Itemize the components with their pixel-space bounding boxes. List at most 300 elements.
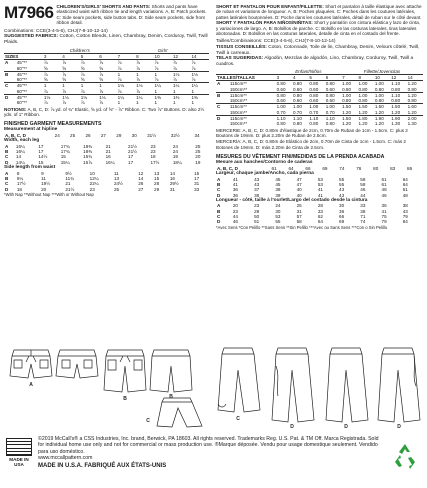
sizes-label: SIZES: [4, 53, 43, 59]
value-cell: 33: [360, 203, 366, 209]
drawing-label: B: [123, 396, 127, 402]
value-cell: 1.10: [308, 115, 324, 121]
fabric-width-cell: 150cm**: [229, 121, 248, 127]
value-cell: 14½: [38, 154, 48, 160]
fabric-width-cell: 60"**: [16, 88, 28, 94]
value-cell: ⅞: [43, 88, 48, 94]
fabric-width-cell: 45"**: [16, 71, 43, 77]
size-cell: 14: [407, 74, 423, 80]
value-cell: 31: [296, 208, 302, 214]
size-cell: 3: [43, 53, 61, 59]
value-cell: 1: [191, 100, 195, 106]
value-cell: 19: [172, 154, 178, 160]
value-cell: 0.80: [407, 86, 417, 92]
value-cell: 0.80: [407, 98, 417, 104]
value-cell: 21½: [65, 186, 75, 192]
size-cell: 4: [61, 53, 79, 59]
value-cell: ⅞: [80, 88, 85, 94]
size-cell: 12: [172, 53, 190, 59]
value-cell: 1.20: [407, 92, 423, 98]
value-cell: ⅝: [43, 77, 48, 83]
size-cell: 4: [292, 74, 308, 80]
value-cell: 23: [89, 186, 95, 192]
length-title: Side length from waist: [4, 165, 56, 171]
view-cell: B: [217, 181, 221, 187]
value-cell: 53: [275, 214, 281, 220]
value-cell: ⅞: [43, 71, 61, 77]
pants-drawings: [216, 346, 423, 428]
value-cell: 1⅛: [135, 83, 153, 89]
value-cell: 0.60: [325, 86, 335, 92]
drawing-label: D: [290, 424, 294, 428]
view-cell: A, B, C, D: [5, 132, 26, 138]
metrage-table: [216, 69, 423, 127]
view-cell: D: [216, 115, 229, 121]
value-cell: 18: [16, 186, 22, 192]
value-cell: 36: [381, 203, 387, 209]
value-cell: 1⅜: [190, 94, 209, 100]
value-cell: 0.80: [342, 98, 352, 104]
value-cell: 1: [61, 83, 79, 89]
value-cell: 1.50: [390, 104, 406, 110]
fabric-width-cell: 60"**: [16, 100, 28, 106]
value-cell: 1.50: [357, 104, 373, 110]
value-cell: 51: [254, 219, 260, 225]
length-title-fr: Longueur - côté, taille à l'ourlet/Largo del costado desde la cintura: [216, 197, 368, 203]
value-cell: 25: [113, 186, 120, 192]
value-cell: 69: [322, 165, 328, 171]
value-cell: 36: [232, 192, 238, 198]
intro-fr-text: Short et pantalon à taille élastique avec attache de ruban et variations de longueur. A, B: Poches plaquées. C: Poches dans les coutures latérales, pattes latérales boutonnées. D: Poche dans les coutures latérales, détail de ruban sur le côté devant.: [216, 4, 422, 20]
value-cell: 1.10: [325, 115, 341, 121]
value-cell: 1¼: [117, 94, 135, 100]
size-cell: 12: [390, 74, 406, 80]
value-cell: 1: [98, 83, 116, 89]
value-cell: 1.60: [407, 104, 423, 110]
width-table-fr: [216, 177, 423, 198]
nap-footnote-fr: *Avec Sens *Con Pelillo **Sans Sens **Sin Pelillo ***Avec ou Sans Sens ***Con o Sin Pelillo: [216, 224, 388, 230]
fabric-width-cell: 60"**: [16, 65, 28, 71]
value-cell: ⅞: [136, 60, 140, 66]
value-cell: 22¼: [89, 181, 99, 187]
value-cell: 30: [131, 132, 137, 138]
fabric-width-cell: 115cm**: [229, 115, 276, 121]
value-cell: 79: [381, 219, 387, 225]
value-cell: ⅞: [43, 100, 48, 106]
value-cell: 18: [150, 154, 156, 160]
value-cell: 28: [317, 203, 323, 209]
drawing-label: D: [397, 424, 401, 428]
value-cell: 37: [254, 187, 260, 193]
value-cell: 66: [339, 214, 345, 220]
value-cell: 1.10: [292, 115, 308, 121]
value-cell: 17: [128, 159, 134, 165]
value-cell: ⅞: [99, 60, 104, 66]
table-row: [216, 121, 423, 126]
value-cell: 14¼: [15, 159, 25, 165]
value-cell: 61: [381, 176, 387, 182]
value-cell: 1¼: [190, 83, 209, 89]
value-cell: 50: [254, 214, 260, 220]
value-cell: 1.10: [391, 81, 401, 87]
value-cell: 71: [360, 214, 366, 220]
value-cell: ⅝: [62, 77, 67, 83]
value-cell: 1.00: [374, 81, 384, 87]
value-cell: 1⅛: [117, 83, 135, 89]
value-cell: 84: [402, 219, 408, 225]
value-cell: ⅞: [80, 71, 98, 77]
value-cell: 41: [317, 187, 323, 193]
value-cell: ⅝: [80, 65, 85, 71]
value-cell: ⅞: [117, 88, 122, 94]
value-cell: ⅞: [136, 65, 140, 71]
value-cell: 31½: [147, 132, 157, 138]
value-cell: 14: [138, 175, 144, 181]
value-cell: 38: [275, 187, 281, 193]
fabrics-label: SUGGESTED FABRICS:: [4, 34, 59, 40]
fabric-width-cell: 115cm**: [229, 104, 276, 110]
view-cell: A, B, C, D: [217, 165, 238, 171]
fabric-width-cell: 115cm**: [229, 81, 247, 87]
value-cell: 28: [154, 181, 160, 187]
value-cell: ⅞: [43, 60, 48, 66]
value-cell: 30: [275, 208, 281, 214]
flag-graphic: [6, 438, 32, 456]
value-cell: 19: [195, 159, 201, 165]
value-cell: 15: [194, 170, 200, 176]
value-cell: ⅞: [117, 65, 122, 71]
value-cell: 44: [232, 214, 238, 220]
value-cell: 1.00: [358, 81, 368, 87]
drawing-label: A: [29, 382, 33, 388]
value-cell: 23: [150, 143, 156, 149]
value-cell: 1.00: [341, 92, 357, 98]
value-cell: ⅞: [154, 60, 159, 66]
value-cell: 17: [128, 154, 134, 160]
value-cell: 0.80: [342, 86, 352, 92]
value-cell: ⅞: [80, 60, 85, 66]
value-cell: 58: [360, 181, 366, 187]
value-cell: 1.30: [407, 121, 417, 127]
merceria: MERCERÍA: A, B, C, D: 0.80m de Elástico de 2cm, 0.70m de Cinta de 1cm - 1.5cm. C: más 2 Botones de 19mm. D: más 2.20m de Cinta de 2.5cm.: [216, 139, 406, 150]
value-cell: 1⅛: [172, 71, 190, 77]
made-in-text: MADE IN U.S.A. FABRIQUÉ AUX ÉTATS-UNIS: [38, 462, 167, 469]
intro-fr: [216, 4, 423, 20]
value-cell: 58: [360, 176, 366, 182]
value-cell: 39: [275, 192, 281, 198]
value-cell: 29½: [169, 181, 179, 187]
intro-en: [56, 4, 209, 26]
view-cell: C: [5, 181, 9, 187]
view-cell: A: [5, 60, 9, 66]
value-cell: 27: [100, 132, 106, 138]
value-cell: 17: [38, 149, 44, 155]
value-cell: 11: [113, 170, 119, 176]
value-cell: ⅞: [117, 60, 122, 66]
value-cell: 30: [339, 203, 345, 209]
value-cell: ⅞: [61, 71, 79, 77]
value-cell: 38: [402, 203, 408, 209]
value-cell: ⅞: [99, 88, 104, 94]
width-title-fr: Largeur, chaque jambe/Ancho, cada pierna: [216, 171, 314, 177]
website-link[interactable]: www.mccallpattern.com: [38, 455, 93, 462]
value-cell: 20: [195, 154, 201, 160]
value-cell: 45: [275, 181, 281, 187]
flag-label: MADE IN USA: [9, 457, 29, 467]
value-cell: ⅝: [43, 65, 48, 71]
drawing-label: B: [169, 394, 173, 400]
value-cell: 9¼: [16, 175, 24, 181]
length-table: [4, 171, 209, 192]
value-cell: 64: [402, 176, 408, 182]
value-cell: 32½: [170, 132, 180, 138]
value-cell: ⅞: [154, 77, 159, 83]
value-cell: 21½: [128, 149, 137, 155]
value-cell: ⅞: [136, 88, 140, 94]
fabric-width-cell: 115cm**: [229, 92, 276, 98]
value-cell: 41: [381, 208, 387, 214]
value-cell: 1: [173, 100, 176, 106]
value-cell: 1.00: [342, 81, 352, 87]
view-cell: D: [5, 159, 9, 165]
value-cell: 1: [154, 100, 158, 106]
value-cell: 1: [117, 100, 121, 106]
value-cell: 75: [381, 214, 387, 220]
value-cell: 1.50: [341, 115, 357, 121]
notions: [4, 107, 209, 118]
hipline-title-fr: Mesure aux hanches/Contorno de caderas: [216, 160, 313, 166]
value-cell: 0.60: [309, 98, 319, 104]
value-cell: 18⅜: [83, 143, 93, 149]
value-cell: 20: [41, 186, 47, 192]
value-cell: 24: [172, 143, 178, 149]
tissus-label: TISSUS CONSEILLÉS:: [216, 45, 267, 51]
intro-en-title: CHILDREN'S/GIRLS' SHORTS AND PANTS:: [56, 4, 151, 9]
view-cell: D: [217, 219, 221, 225]
value-cell: 36: [339, 208, 345, 214]
value-cell: 15¾: [83, 154, 93, 160]
mercerie: MERCERIE: A, B, C, D: 0.80m d'élastique de 2cm, 0.70m de Ruban de 1cm - 1.5cm. C: plus 2 Boutons de 19mm. D: plus 2.20m de Ruban de 2.5cm.: [216, 127, 408, 138]
value-cell: 40: [296, 192, 302, 198]
value-cell: ⅞: [117, 77, 122, 83]
value-cell: 57: [296, 214, 302, 220]
view-cell: A: [5, 143, 9, 149]
value-cell: 25: [195, 149, 201, 155]
value-cell: 41: [317, 192, 323, 198]
value-cell: 0.60: [292, 86, 302, 92]
shorts-a-drawing: [10, 350, 52, 378]
value-cell: 79: [402, 214, 408, 220]
value-cell: 46: [381, 192, 387, 198]
pattern-number: M7966: [4, 3, 54, 22]
value-cell: 1.20: [391, 109, 401, 115]
view-cell: [216, 121, 229, 126]
value-cell: 17¾: [60, 143, 70, 149]
value-cell: 43: [339, 192, 345, 198]
value-cell: 1.50: [341, 104, 357, 110]
length-table-fr: [216, 203, 423, 224]
left-column: [4, 4, 209, 197]
size-cell: 8: [357, 74, 373, 80]
value-cell: 48: [381, 187, 387, 193]
view-cell: D: [5, 186, 9, 192]
pants-c-drawing: [157, 398, 202, 427]
value-cell: 1.30: [391, 121, 401, 127]
notions-text: A, B, C, D: ⅞ yd. of ¾" Elastic, ⅝ yd. of ⅝" - ⅞" Ribbon. C: Two ⅞" Buttons. D: also 2½ yds. of 1" Ribbon.: [4, 106, 205, 117]
value-cell: 1⅛: [80, 94, 98, 100]
value-cell: 1⅛: [98, 94, 116, 100]
view-cell: C: [217, 187, 221, 193]
sizes-label-fr: TAILLES/TALLAS: [216, 74, 276, 80]
value-cell: 1.00: [357, 92, 373, 98]
group-girls-fr: Fillette/Jovencitas: [363, 68, 401, 74]
value-cell: 36: [232, 187, 238, 193]
value-cell: 25: [296, 203, 302, 209]
intro-fr-title: SHORT ET PANTALON POUR ENFANT/FILLETTE:: [216, 4, 324, 9]
value-cell: 21: [105, 143, 111, 149]
value-cell: 29: [116, 132, 122, 138]
value-cell: 18¼: [172, 159, 182, 165]
value-cell: 0.80: [292, 81, 302, 87]
value-cell: ⅝: [99, 77, 104, 83]
value-cell: 0.60: [276, 86, 286, 92]
value-cell: 1⅜: [172, 94, 190, 100]
group-children-fr: Enfant/Niños: [295, 68, 322, 74]
value-cell: 1: [191, 88, 195, 94]
value-cell: 1.90: [390, 115, 406, 121]
value-cell: 74: [339, 165, 345, 171]
width-table: [4, 144, 209, 165]
value-cell: 20: [232, 203, 238, 209]
header-en: [4, 4, 209, 26]
fabric-width-cell: 45"**: [16, 94, 43, 100]
value-cell: 1: [43, 83, 61, 89]
value-cell: ⅞: [154, 65, 159, 71]
value-cell: 26: [138, 181, 144, 187]
value-cell: 48: [402, 192, 408, 198]
value-cell: 0.60: [292, 98, 302, 104]
value-cell: 0.80: [309, 121, 319, 127]
size-cell: 6: [98, 53, 116, 59]
value-cell: 1¼: [135, 94, 153, 100]
value-cell: 1.00: [374, 92, 390, 98]
view-cell: C: [4, 83, 16, 89]
group-girls: Girls': [157, 47, 168, 53]
value-cell: ⅞: [191, 65, 196, 71]
value-cell: 0.80: [358, 98, 368, 104]
value-cell: ⅝: [80, 77, 85, 83]
value-cell: 1: [117, 71, 135, 77]
fabric-width-cell: 150cm**: [229, 109, 248, 115]
value-cell: 55: [275, 219, 281, 225]
drawing-label: C: [236, 416, 240, 422]
value-cell: 1.20: [407, 109, 417, 115]
value-cell: ⅞: [99, 100, 104, 106]
value-cell: 24½: [113, 181, 123, 187]
value-cell: 14: [15, 154, 22, 160]
value-cell: 13: [154, 170, 160, 176]
value-cell: 13: [113, 175, 120, 181]
copyright-block: [38, 436, 383, 469]
value-cell: 0.80: [391, 98, 401, 104]
value-cell: 1: [80, 83, 98, 89]
value-cell: 16¼: [15, 149, 25, 155]
group-children: Children's: [69, 47, 90, 53]
size-cell: 10: [374, 74, 390, 80]
value-cell: 8: [16, 170, 20, 176]
view-cell: [4, 100, 16, 105]
value-cell: 17½: [16, 181, 26, 187]
value-cell: 18⅜: [83, 149, 93, 155]
recycle-icon: [391, 442, 419, 470]
value-cell: 0.60: [325, 98, 335, 104]
value-cell: 38: [360, 208, 366, 214]
value-cell: 16: [169, 175, 175, 181]
value-cell: ⅞: [173, 65, 177, 71]
view-cell: D: [217, 192, 221, 198]
value-cell: 23: [150, 149, 156, 155]
fabric-width-cell: 150cm**: [229, 86, 248, 92]
value-cell: 0.80: [325, 121, 335, 127]
view-cell: A: [5, 170, 9, 176]
value-cell: ⅞: [191, 60, 196, 66]
value-cell: 17½: [150, 159, 160, 165]
value-cell: 47: [296, 176, 302, 182]
value-cell: 62: [317, 214, 323, 220]
value-cell: 0.60: [309, 86, 319, 92]
shorts-a-back-drawing: [56, 350, 98, 378]
value-cell: 1.10: [390, 92, 406, 98]
value-cell: 24: [54, 132, 60, 138]
size-cell: 5: [80, 53, 98, 59]
footer: [4, 434, 423, 484]
value-cell: 19½: [41, 181, 51, 187]
value-cell: 80: [373, 165, 379, 171]
view-cell: D: [4, 94, 16, 100]
value-cell: ⅞: [62, 100, 67, 106]
value-cell: 1⅛: [61, 94, 79, 100]
value-cell: 9: [41, 170, 44, 176]
value-cell: 33: [194, 186, 200, 192]
drawing-label: D: [344, 424, 348, 428]
shorts-b-drawing: [104, 350, 146, 392]
intro-es-text: Short y pantalón con cintura elástica y lazo de cinta, y variaciones de largo. A, B: Bolsillos de parche. C: Bolsillo en las costuras laterales, tiras laterales abotonadas. D: Bolsillos en las costuras laterales, detalle de cinta en el costado del frente.: [216, 20, 421, 37]
table-row: [4, 100, 209, 105]
technical-drawings-left: [4, 346, 209, 428]
value-cell: 53: [317, 181, 323, 187]
value-cell: 1.80: [357, 115, 373, 121]
copyright-text: ©2019 McCall's® a CSS Industries, Inc. brand, Berwick, PA 18603. All rights reserved. Trademarks Reg. U.S. Pat. & TM Off. Marca Registrada. Sold for individual home use only and not for commercial or mass production use. ®Marque déposée. Vendu pour usage domestique seulement. Vendido para uso doméstico.: [38, 436, 379, 455]
value-cell: 15¼: [60, 159, 70, 165]
view-cell: C: [217, 214, 221, 220]
value-cell: 55: [339, 181, 345, 187]
value-cell: 1⅜: [154, 94, 172, 100]
pants-d-back-drawing: [326, 348, 368, 422]
value-cell: ⅞: [80, 100, 85, 106]
value-cell: 33: [317, 208, 323, 214]
size-cell: 3: [276, 74, 292, 80]
value-cell: 1.50: [374, 104, 390, 110]
value-cell: 1.00: [308, 104, 324, 110]
suggested-fabrics: [4, 34, 209, 45]
value-cell: 31: [194, 181, 200, 187]
view-cell: C: [5, 154, 9, 160]
view-cell: B: [5, 149, 9, 155]
value-cell: 69: [339, 219, 345, 225]
size-cell: 14: [190, 53, 209, 59]
value-cell: 0.80: [292, 92, 308, 98]
width-title: Width, each leg: [4, 138, 40, 144]
